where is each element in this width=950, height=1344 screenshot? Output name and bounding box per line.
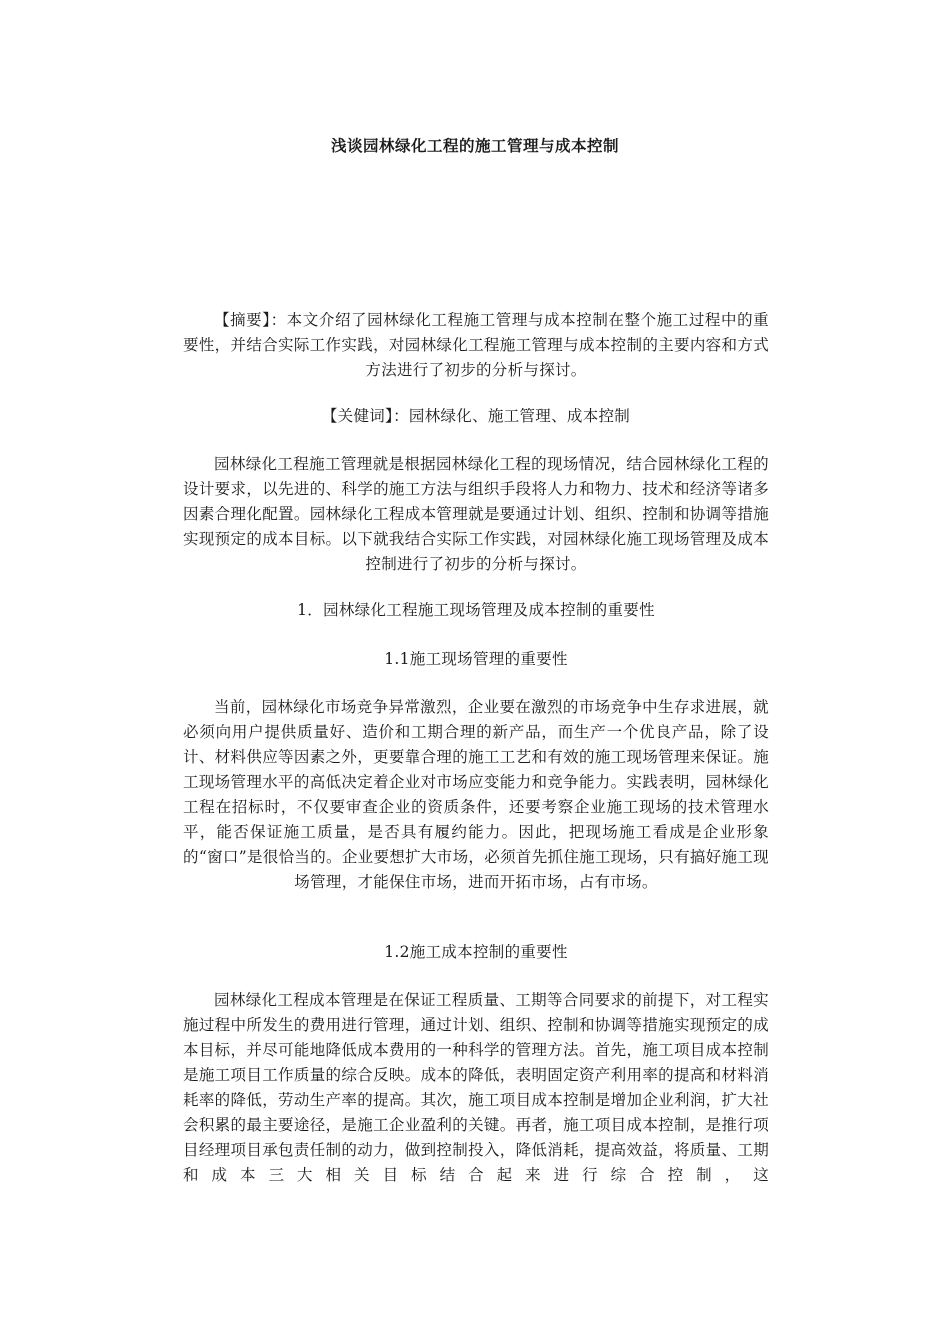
section-1-1-paragraph: 当前，园林绿化市场竞争异常激烈，企业要在激烈的市场竞争中生存求进展，就必须向用户提供质量好、造价和工期合理的新产品，而生产一个优良产品，除了设计、材料供应等因素之外，更要靠合理的施工工艺和有效的施工现场管理来保证。施工现场管理水平的高低决定着企业对市场应变能力和竞争能力。实践表明，园林绿化工程在招标时，不仅要审查企业的资质条件，还要考察企业施工现场的技术管理水平，能否保证施工质量，是否具有履约能力。因此，把现场施工看成是企业形象的“窗口”是很恰当的。企业要想扩大市场，必须首先抓住施工现场，只有搞好施工现场管理，才能保住市场，进而开拓市场，占有市场。 (183, 698, 769, 891)
section-1-2-heading: 1.2施工成本控制的重要性 (384, 943, 568, 961)
section-1-heading: 1．园林绿化工程施工现场管理及成本控制的重要性 (297, 601, 655, 619)
section-1-1-heading: 1.1施工现场管理的重要性 (384, 650, 568, 668)
document-title: 浅谈园林绿化工程的施工管理与成本控制 (330, 137, 619, 155)
abstract-paragraph: 【摘要】：本文介绍了园林绿化工程施工管理与成本控制在整个施工过程中的重要性，并结合实际工作实践，对园林绿化工程施工管理与成本控制的主要内容和方式方法进行了初步的分析与探讨。 (183, 311, 769, 379)
keywords-line: 【关健词】：园林绿化、施工管理、成本控制 (321, 407, 631, 425)
section-1-2-paragraph: 园林绿化工程成本管理是在保证工程质量、工期等合同要求的前提下，对工程实施过程中所发生的费用进行管理，通过计划、组织、控制和协调等措施实现预定的成本目标，并尽可能地降低成本费用的一种科学的管理方法。首先，施工项目成本控制是施工项目工作质量的综合反映。成本的降低，表明固定资产利用率的提高和材料消耗率的降低，劳动生产率的提高。其次，施工项目成本控制是增加企业利润，扩大社会积累的最主要途径，是施工企业盈利的关键。再者，施工项目成本控制，是推行项目经理项目承包责任制的动力，做到控制投入，降低消耗，提高效益，将质量、工期和成本三大相关目标结合起来进行综合控制，这 (183, 991, 769, 1184)
intro-paragraph: 园林绿化工程施工管理就是根据园林绿化工程的现场情况，结合园林绿化工程的设计要求，以先进的、科学的施工方法与组织手段将人力和物力、技术和经济等诸多因素合理化配置。园林绿化工程成本管理就是要通过计划、组织、控制和协调等措施实现预定的成本目标。以下就我结合实际工作实践，对园林绿化施工现场管理及成本控制进行了初步的分析与探讨。 (183, 455, 769, 573)
